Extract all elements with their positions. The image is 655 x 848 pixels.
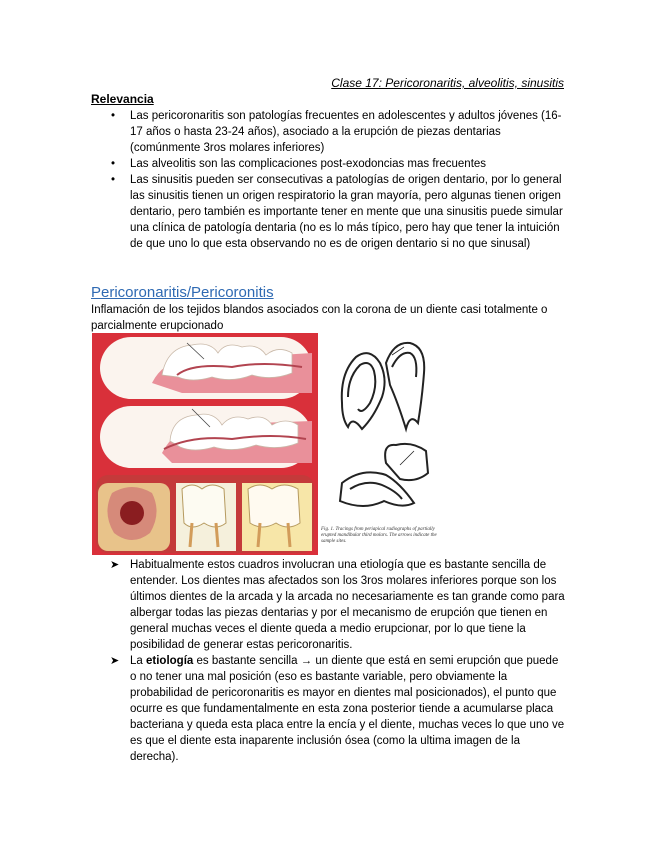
eruption-illustration: [92, 333, 318, 555]
list-item-text: es bastante sencilla → un diente que está en semi erupción que puede o no tener una mal posición (eso es bastante variable, pero obviamente la probabilidad de pericoronaritis es mayor en dientes mal posicionados), el punto que ocurre es que fundamentalmente en esta zona posterior tiende a acumularse placa bacteriana y queda esta placa entre la encía y el diente, muchas veces lo que uno ve es que el diente esta inaparente inclusión ósea (como la ultima imagen de la derecha).: [130, 655, 565, 763]
list-item: [91, 108, 567, 156]
list-item: [91, 172, 567, 252]
radiograph-tracings: [322, 333, 440, 555]
relevancia-heading: Relevancia: [91, 92, 154, 106]
relevancia-list: [91, 108, 567, 252]
list-item-text: Habitualmente estos cuadros involucran una etiología que es bastante sencilla de entender. Los dientes mas afectados son los 3ros molares inferiores porque son los últimos dientes de la arcada y la arcada no necesariamente es tan grande como para albergar todas las piezas dentarias y por el mecanismo de erupción que tienen en general muchas veces el diente queda a medio erupcionar, por lo que tiene la posibilidad de generar estas pericoronaritis.: [130, 559, 565, 651]
arrow-bullet-icon: ➤: [110, 655, 120, 667]
section-description: Inflamación de los tejidos blandos asociados con la corona de un diente casi totalmente o parcialmente erupcionado: [91, 304, 548, 332]
list-item: [91, 156, 567, 172]
section-heading: Pericoronaritis/Pericoronitis: [91, 284, 274, 301]
etiology-list: [91, 557, 567, 765]
list-item: [91, 653, 567, 765]
bullet-icon: •: [111, 174, 116, 186]
figure-caption: Fig. 1. Tracings from periapical radiographs of partially erupted mandibular third molars. The arrows indicate the sample sites.: [321, 527, 437, 544]
etiology-term: etiología: [146, 655, 194, 667]
list-item-text: Las sinusitis pueden ser consecutivas a patologías de origen dentario, por lo general las sinusitis tienen un origen respiratorio la gran mayoría, pero algunas tienen origen dentario, pero también es importante tener en mente que una sinusitis puede simular una clínica de patología dentaria (no es lo más típico, pero hay que tener la intuición de que uno lo que esta observando no es de origen dentario si no que sinusal): [130, 174, 563, 250]
bullet-icon: •: [111, 110, 116, 122]
arrow-bullet-icon: ➤: [110, 559, 120, 571]
class-title: Clase 17: Pericoronaritis, alveolitis, sinusitis: [331, 76, 564, 90]
list-item-text: Las pericoronaritis son patologías frecuentes en adolescentes y adultos jóvenes (16-17 años o hasta 23-24 años), asociado a la erupción de piezas dentarias (comúnmente 3ros molares inferiores): [130, 110, 562, 154]
list-item: [91, 557, 567, 653]
list-item-text: Las alveolitis son las complicaciones post-exodoncias mas frecuentes: [130, 158, 487, 170]
list-item-prefix: La: [130, 655, 146, 667]
bullet-icon: •: [111, 158, 116, 170]
